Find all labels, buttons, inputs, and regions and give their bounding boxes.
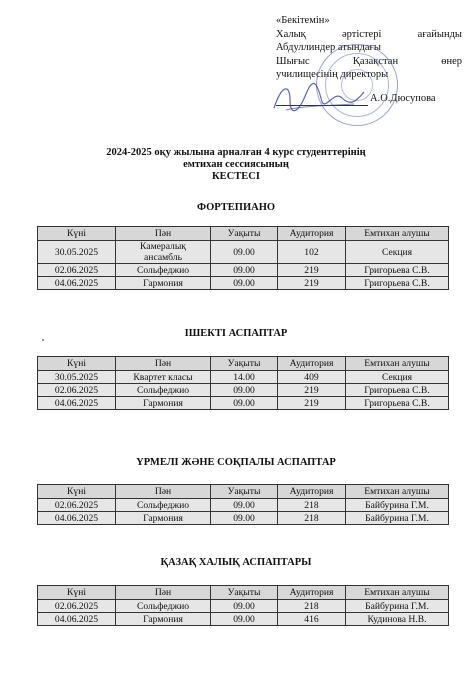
section-title: ҮРМЕЛІ ЖӘНЕ СОҚПАЛЫ АСПАПТАР <box>136 457 336 468</box>
cell-subject: Сольфеджио <box>116 384 211 397</box>
cell-room: 102 <box>278 241 346 264</box>
cell-subject: Сольфеджио <box>116 499 211 512</box>
cell-examiner: Григорьева С.В. <box>346 397 449 410</box>
cell-time: 09.00 <box>211 499 278 512</box>
column-header: Күні <box>38 227 116 241</box>
cell-examiner: Григорьева С.В. <box>346 264 449 277</box>
doc-heading: 2024-2025 оқу жылына арналған 4 курс студенттерінің емтихан сессиясының КЕСТЕСІ <box>106 147 366 182</box>
cell-date: 04.06.2025 <box>38 512 116 525</box>
column-header: Уақыты <box>211 586 278 600</box>
cell-time: 09.00 <box>211 264 278 277</box>
cell-room: 219 <box>278 384 346 397</box>
cell-examiner: Секция <box>346 241 449 264</box>
cell-time: 09.00 <box>211 600 278 613</box>
table-row <box>38 277 449 290</box>
cell-subject: Сольфеджио <box>116 600 211 613</box>
cell-subject: Гармония <box>116 613 211 626</box>
table-row <box>38 397 449 410</box>
section-title: ҚАЗАҚ ХАЛЫҚ АСПАПТАРЫ <box>160 557 312 568</box>
cell-time: 14.00 <box>211 371 278 384</box>
column-header: Емтихан алушы <box>346 586 449 600</box>
cell-subject: Квартет класы <box>116 371 211 384</box>
cell-date: 02.06.2025 <box>38 264 116 277</box>
schedule-table <box>37 585 449 626</box>
cell-room: 219 <box>278 264 346 277</box>
schedule-table <box>37 226 449 290</box>
table-header-row <box>38 227 449 241</box>
cell-date: 02.06.2025 <box>38 384 116 397</box>
cell-time: 09.00 <box>211 241 278 264</box>
table-row <box>38 384 449 397</box>
cell-date: 04.06.2025 <box>38 397 116 410</box>
approval-line: Шығыс Қазақстан өнер <box>276 55 462 67</box>
column-header: Емтихан алушы <box>346 485 449 499</box>
column-header: Пән <box>116 227 211 241</box>
approval-title: «Бекітемін» <box>276 15 330 26</box>
cell-time: 09.00 <box>211 384 278 397</box>
column-header: Аудитория <box>278 485 346 499</box>
table-row <box>38 371 449 384</box>
cell-date: 04.06.2025 <box>38 613 116 626</box>
cell-date: 30.05.2025 <box>38 371 116 384</box>
cell-room: 409 <box>278 371 346 384</box>
table-row <box>38 512 449 525</box>
column-header: Күні <box>38 357 116 371</box>
column-header: Пән <box>116 485 211 499</box>
cell-examiner: Байбурина Г.М. <box>346 499 449 512</box>
column-header: Уақыты <box>211 357 278 371</box>
cell-examiner: Кудинова Н.В. <box>346 613 449 626</box>
cell-room: 218 <box>278 499 346 512</box>
column-header: Аудитория <box>278 586 346 600</box>
table-header-row <box>38 357 449 371</box>
column-header: Емтихан алушы <box>346 227 449 241</box>
cell-time: 09.00 <box>211 397 278 410</box>
column-header: Аудитория <box>278 227 346 241</box>
table-row <box>38 613 449 626</box>
column-header: Пән <box>116 586 211 600</box>
cell-subject: Гармония <box>116 512 211 525</box>
signature <box>268 80 368 116</box>
column-header: Пән <box>116 357 211 371</box>
column-header: Күні <box>38 485 116 499</box>
column-header: Уақыты <box>211 227 278 241</box>
cell-date: 02.06.2025 <box>38 499 116 512</box>
column-header: Уақыты <box>211 485 278 499</box>
cell-examiner: Григорьева С.В. <box>346 384 449 397</box>
table-header-row <box>38 485 449 499</box>
cell-subject: Камералық ансамбль <box>116 241 211 264</box>
cell-date: 04.06.2025 <box>38 277 116 290</box>
signer-name: А.О.Дюсупова <box>370 92 436 104</box>
cell-examiner: Байбурина Г.М. <box>346 600 449 613</box>
cell-subject: Гармония <box>116 277 211 290</box>
table-row <box>38 600 449 613</box>
cell-date: 02.06.2025 <box>38 600 116 613</box>
cell-examiner: Секция <box>346 371 449 384</box>
approval-line: училищесінің директоры <box>276 69 389 81</box>
cell-date: 30.05.2025 <box>38 241 116 264</box>
cell-examiner: Григорьева С.В. <box>346 277 449 290</box>
cell-room: 218 <box>278 512 346 525</box>
table-header-row <box>38 586 449 600</box>
schedule-table <box>37 356 449 410</box>
cell-room: 219 <box>278 277 346 290</box>
section-title: ФОРТЕПИАНО <box>196 202 276 213</box>
section-title: ІШЕКТІ АСПАПТАР <box>184 328 288 339</box>
column-header: Күні <box>38 586 116 600</box>
schedule-table <box>37 484 449 525</box>
approval-line: Халық әртістері ағайынды <box>276 28 462 40</box>
cell-examiner: Байбурина Г.М. <box>346 512 449 525</box>
cell-subject: Сольфеджио <box>116 264 211 277</box>
column-header: Аудитория <box>278 357 346 371</box>
column-header: Емтихан алушы <box>346 357 449 371</box>
cell-time: 09.00 <box>211 277 278 290</box>
cell-subject: Гармония <box>116 397 211 410</box>
table-row <box>38 264 449 277</box>
cell-time: 09.00 <box>211 512 278 525</box>
table-row <box>38 241 449 264</box>
table-row <box>38 499 449 512</box>
cell-room: 218 <box>278 600 346 613</box>
cell-time: 09.00 <box>211 613 278 626</box>
cell-room: 416 <box>278 613 346 626</box>
cell-room: 219 <box>278 397 346 410</box>
approval-line: Абдуллиндер атындағы <box>276 42 381 54</box>
